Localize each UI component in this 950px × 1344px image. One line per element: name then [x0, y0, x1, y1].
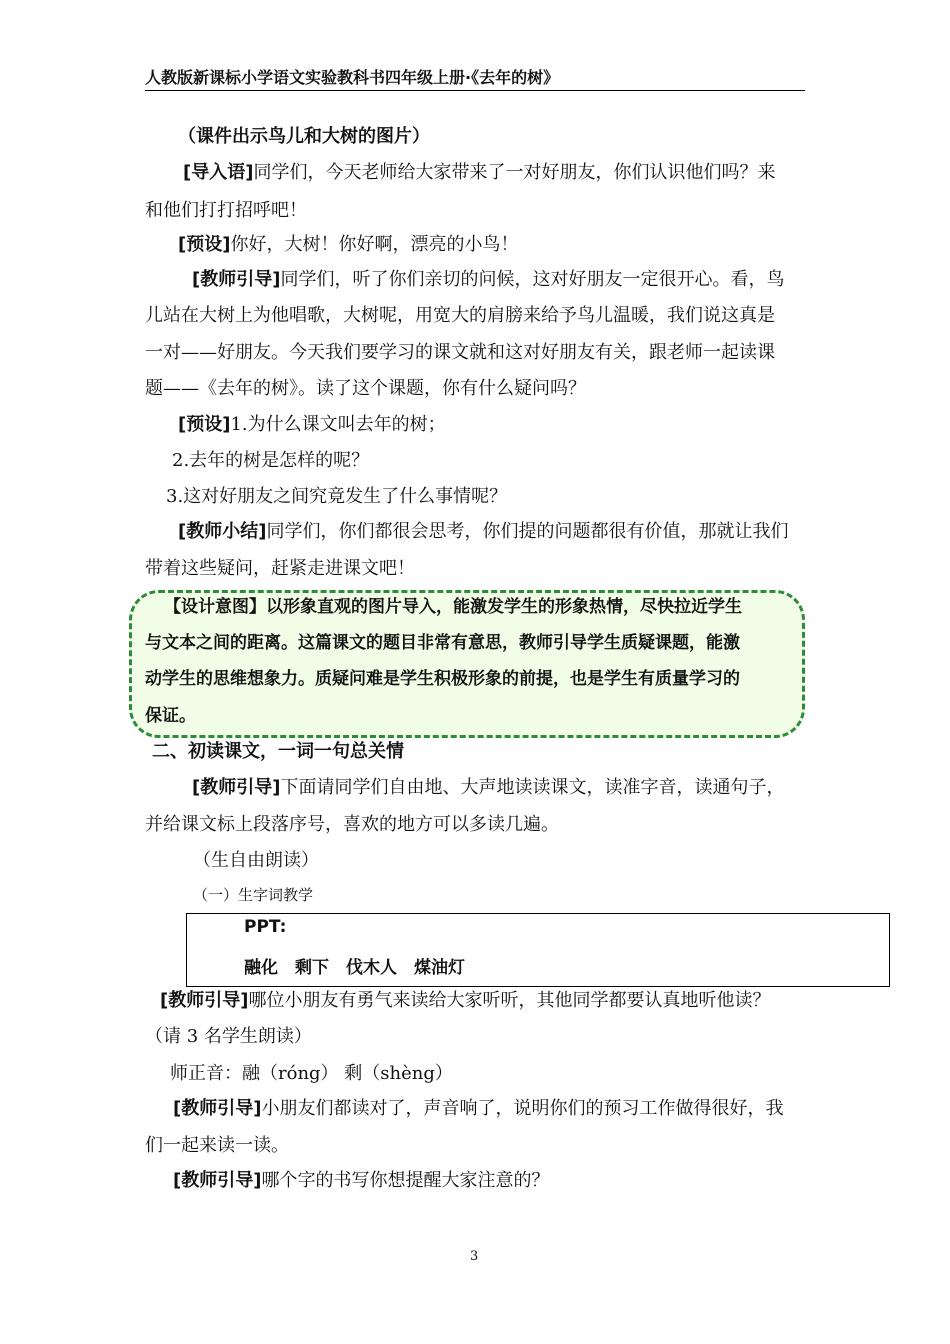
- guide-tag: [教师引导]: [192, 269, 281, 290]
- guide-paragraph-line-3: 一对——好朋友。今天我们要学习的课文就和这对好朋友有关，跟老师一起读课: [145, 342, 775, 363]
- praise-line-2: 们一起来读一读。: [145, 1135, 289, 1156]
- page-header: 人教版新课标小学语文实验教科书四年级上册·《去年的树》: [145, 68, 805, 91]
- intro-text-1: 同学们，今天老师给大家带来了一对好朋友，你们认识他们吗？来: [253, 162, 776, 183]
- question-1: 1.为什么课文叫去年的树；: [230, 414, 446, 435]
- design-intent-line-4: 保证。: [145, 706, 196, 726]
- page-number: 3: [470, 1249, 479, 1264]
- guide-paragraph-line-2: 儿站在大树上为他唱歌，大树呢，用宽大的肩膀来给予鸟儿温暖，我们说这真是: [145, 305, 775, 326]
- writing-text: 哪个字的书写你想提醒大家注意的？: [261, 1170, 550, 1191]
- section-2-title: 二、初读课文，一词一句总关情: [152, 741, 404, 762]
- summary-tag: [教师小结]: [178, 521, 267, 542]
- intro-paragraph-line-1: [183, 162, 775, 184]
- preset-tag: [预设]: [178, 234, 231, 255]
- preset-tag-2: [预设]: [178, 414, 231, 435]
- design-intent-line-3: 动学生的思维想象力。质疑问难是学生积极形象的前提，也是学生有质量学习的: [145, 669, 740, 689]
- praise-text-1: 小朋友们都读对了，声音响了，说明你们的预习工作做得很好，我: [261, 1098, 784, 1119]
- read-guide-tag: [教师引导]: [192, 777, 281, 798]
- summary-line-1: [178, 521, 788, 543]
- summary-line-2: 带着这些疑问，赶紧走进课文吧！: [145, 558, 415, 579]
- writing-reminder: [173, 1170, 549, 1192]
- design-intent-line-2: 与文本之间的距离。这篇课文的题目非常有意思，教师引导学生质疑课题，能激: [145, 633, 740, 653]
- preset-question-1: [178, 414, 446, 436]
- volunteer-line-2: （请 3 名学生朗读）: [145, 1026, 312, 1047]
- praise-tag: [教师引导]: [173, 1098, 262, 1119]
- intro-paragraph-line-2: 和他们打打招呼吧！: [145, 200, 307, 221]
- ppt-words: 融化 剩下 伐木人 煤油灯: [244, 958, 465, 978]
- intro-tag: [导入语]: [183, 162, 254, 183]
- preset-question-3: 3.这对好朋友之间究竟发生了什么事情呢？: [166, 486, 508, 507]
- preset-question-2: 2.去年的树是怎样的呢？: [172, 450, 370, 471]
- guide-text-1: 同学们，听了你们亲切的问候，这对好朋友一定很开心。看，鸟: [280, 269, 785, 290]
- pronunciation-correction: 师正音：融（róng） 剩（shèng）: [170, 1063, 453, 1084]
- guide-paragraph-line-1: [192, 269, 784, 291]
- preset-greeting: [178, 234, 518, 256]
- design-intent-line-1: 【设计意图】以形象直观的图片导入，能激发学生的形象热情，尽快拉近学生: [164, 597, 742, 617]
- free-reading-note: （生自由朗读）: [193, 850, 319, 871]
- volunteer-text-1: 哪位小朋友有勇气来读给大家听听，其他同学都要认真地听他读？: [248, 990, 771, 1011]
- summary-text-1: 同学们，你们都很会思考，你们提的问题都很有价值，那就让我们: [266, 521, 789, 542]
- volunteer-line-1: [160, 990, 770, 1012]
- read-guide-text-1: 下面请同学们自由地、大声地读读课文，读准字音，读通句子，: [280, 777, 785, 798]
- volunteer-tag: [教师引导]: [160, 990, 249, 1011]
- praise-line-1: [173, 1098, 783, 1120]
- writing-tag: [教师引导]: [173, 1170, 262, 1191]
- subsection-title: （一）生字词教学: [193, 886, 314, 904]
- courseware-note: （课件出示鸟儿和大树的图片）: [178, 126, 430, 147]
- preset-text: 你好，大树！你好啊，漂亮的小鸟！: [230, 234, 519, 255]
- ppt-label: PPT:: [244, 917, 287, 937]
- read-guide-line-1: [192, 777, 784, 799]
- guide-paragraph-line-4: 题——《去年的树》。读了这个课题，你有什么疑问吗？: [145, 378, 586, 399]
- read-guide-line-2: 并给课文标上段落序号，喜欢的地方可以多读几遍。: [145, 814, 559, 835]
